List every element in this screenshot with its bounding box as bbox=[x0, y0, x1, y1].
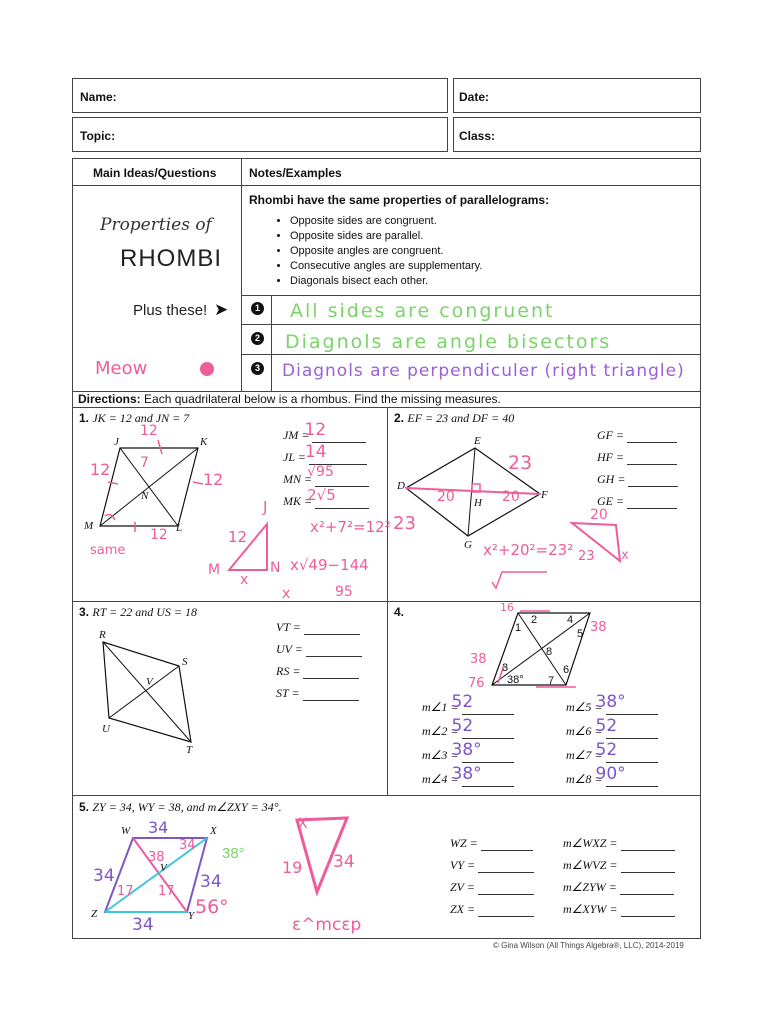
p4-angle-5: 5 bbox=[577, 628, 584, 640]
p4-angle-4: 4 bbox=[567, 614, 574, 626]
name-label: Name: bbox=[80, 90, 117, 104]
p5-eq-label: VY = bbox=[450, 858, 476, 872]
directions bbox=[78, 392, 501, 406]
p5-note-34-right: 34 bbox=[200, 872, 222, 892]
p2-eq-label: HF = bbox=[597, 450, 625, 464]
p1-note-right: 12 bbox=[203, 470, 224, 489]
name-field[interactable] bbox=[72, 78, 448, 113]
p1-note-same: same bbox=[90, 543, 126, 558]
p1-tri-N: N bbox=[270, 560, 281, 576]
property-item: • Consecutive angles are supplementary. bbox=[290, 259, 482, 274]
p5-answer-blank[interactable] bbox=[478, 882, 534, 895]
date-label: Date: bbox=[459, 90, 490, 104]
p2-rhombus-figure bbox=[400, 440, 560, 550]
p5-note-17a: 17 bbox=[117, 884, 134, 899]
p5-note-38: 38 bbox=[148, 850, 165, 865]
p4-angle-6: 6 bbox=[563, 664, 570, 676]
p2-equation: x²+20²=23² bbox=[483, 541, 574, 559]
p5-eq-label: ZV = bbox=[450, 880, 475, 894]
p4-eq-label: m∠3 = bbox=[422, 748, 459, 762]
p2-answer-blank[interactable] bbox=[627, 452, 677, 465]
p4-eq-7 bbox=[566, 740, 658, 763]
p3-answer-blank[interactable] bbox=[303, 688, 359, 701]
p5-note-34-top: 34 bbox=[148, 818, 169, 837]
problem-row-divider-2 bbox=[72, 795, 701, 796]
topic-label: Topic: bbox=[80, 129, 116, 143]
p2-given: EF = 23 and DF = 40 bbox=[407, 411, 515, 425]
p3-eq-1 bbox=[276, 620, 360, 635]
p4-answer: 52 bbox=[595, 740, 618, 760]
extra-num-1: 1 bbox=[251, 302, 264, 315]
p4-eq-label: m∠5 = bbox=[566, 700, 603, 714]
directions-label: Directions: bbox=[78, 392, 141, 406]
col-left-heading: Main Ideas/Questions bbox=[93, 166, 217, 180]
p5-eq-4 bbox=[450, 902, 534, 917]
arrow-icon: ➤ bbox=[214, 300, 229, 319]
p4-num: 4. bbox=[394, 605, 405, 619]
p5-tri-34: 34 bbox=[333, 852, 355, 872]
p2-eq-2 bbox=[597, 450, 677, 465]
vertex-D: D bbox=[397, 480, 405, 492]
p4-answer: 38° bbox=[451, 764, 482, 784]
p1-eq-4 bbox=[283, 486, 369, 509]
p4-angle-8: 8 bbox=[546, 646, 553, 658]
p1-eq-label: JL = bbox=[283, 450, 306, 464]
p1-tri-12: 12 bbox=[228, 528, 248, 546]
p3-num: 3. bbox=[79, 605, 90, 619]
p3-eq-4 bbox=[276, 686, 359, 701]
p5-num: 5. bbox=[79, 800, 90, 814]
p1-note-7: 7 bbox=[140, 455, 149, 471]
p3-answer-blank[interactable] bbox=[304, 622, 360, 635]
p3-eq-2 bbox=[276, 642, 362, 657]
vertex-U: U bbox=[102, 723, 110, 735]
p4-eq-label: m∠1 = bbox=[422, 700, 459, 714]
p5-eq-label: ZX = bbox=[450, 902, 476, 916]
p3-rhombus-figure bbox=[95, 630, 205, 760]
p5-given: ZY = 34, WY = 38, and m∠ZXY = 34°. bbox=[92, 800, 282, 814]
p1-eq-label: MN = bbox=[283, 472, 313, 486]
p1-answer: √95 bbox=[307, 464, 334, 480]
p2-note-20a: 20 bbox=[437, 489, 455, 505]
extra-text-1: All sides are congruent bbox=[290, 300, 555, 322]
p4-eq-label: m∠8 = bbox=[566, 772, 603, 786]
vertex-W: W bbox=[121, 825, 131, 837]
p2-tri-20: 20 bbox=[590, 507, 608, 523]
p4-eq-label: m∠2 = bbox=[422, 724, 459, 738]
vertex-F: F bbox=[541, 489, 548, 501]
p5-answer-blank[interactable] bbox=[478, 904, 534, 917]
p5-answer-blank[interactable] bbox=[621, 860, 675, 873]
p4-note-38b: 38 bbox=[590, 620, 607, 635]
p5-eq-2 bbox=[450, 858, 534, 873]
p1-diagonal-mk bbox=[100, 448, 198, 526]
p5-eq-label: m∠WXZ = bbox=[563, 836, 618, 850]
p4-answer: 38° bbox=[451, 740, 482, 760]
p2-diagonal-df bbox=[406, 488, 540, 494]
p2-note-23b: 23 bbox=[393, 513, 416, 534]
p5-tri-19: 19 bbox=[282, 858, 303, 877]
p3-eq-label: RS = bbox=[276, 664, 301, 678]
vertex-Z: Z bbox=[91, 908, 98, 920]
p5-eq-label: WZ = bbox=[450, 836, 478, 850]
p5-eq-3 bbox=[450, 880, 534, 895]
extra-rows-line2 bbox=[241, 324, 701, 325]
extra-num-divider bbox=[271, 295, 272, 391]
p5-answer-blank[interactable] bbox=[621, 838, 675, 851]
p5-header bbox=[79, 800, 282, 815]
vertex-N: N bbox=[141, 490, 149, 502]
problem-row-divider-1 bbox=[72, 601, 701, 602]
p2-eq-1 bbox=[597, 428, 677, 443]
p2-eq-3 bbox=[597, 472, 678, 487]
p5-tri-X: X bbox=[298, 816, 308, 832]
p4-header bbox=[394, 605, 404, 619]
p1-x: x bbox=[282, 586, 291, 602]
p4-eq-6 bbox=[566, 716, 658, 739]
p1-eq-2 bbox=[283, 442, 367, 465]
p3-eq-label: UV = bbox=[276, 642, 303, 656]
p3-diagonal-rt bbox=[103, 642, 191, 742]
p5-note-56deg: 56° bbox=[195, 896, 229, 918]
class-field[interactable] bbox=[453, 117, 701, 152]
p4-eq-8 bbox=[566, 764, 658, 787]
p2-sqrt bbox=[490, 570, 550, 590]
vertex-L: L bbox=[176, 522, 183, 534]
p1-given: JK = 12 and JN = 7 bbox=[92, 411, 190, 425]
vertex-E: E bbox=[474, 435, 481, 447]
p4-eq-5 bbox=[566, 692, 658, 715]
p4-angle-3: 3 bbox=[502, 662, 509, 674]
p3-header bbox=[79, 605, 197, 620]
p3-diagonal-us bbox=[109, 666, 179, 718]
p2-tri-x: x bbox=[621, 548, 629, 563]
topic-field[interactable] bbox=[72, 117, 448, 152]
p5-eq-6 bbox=[563, 858, 675, 873]
extra-text-2: Diagnols are angle bisectors bbox=[285, 331, 612, 353]
title-main: RHOMBI bbox=[120, 245, 222, 272]
p5-note-mcep: ε^mcεp bbox=[292, 915, 362, 935]
p5-answer-blank[interactable] bbox=[481, 838, 533, 851]
p4-eq-1 bbox=[422, 692, 514, 715]
p3-given: RT = 22 and US = 18 bbox=[92, 605, 198, 619]
p5-answer-blank[interactable] bbox=[621, 904, 675, 917]
p4-angle-38: 38° bbox=[507, 674, 524, 686]
p1-eq-3 bbox=[283, 464, 369, 487]
extra-num-3: 3 bbox=[251, 362, 264, 375]
directions-text: Each quadrilateral below is a rhombus. Find the missing measures. bbox=[144, 392, 501, 406]
header-divider bbox=[72, 185, 701, 186]
p5-eq-label: m∠XYW = bbox=[563, 902, 618, 916]
p4-eq-label: m∠7 = bbox=[566, 748, 603, 762]
p4-eq-4 bbox=[422, 764, 514, 787]
p3-answer-blank[interactable] bbox=[306, 644, 362, 657]
p2-tri-23: 23 bbox=[578, 549, 595, 564]
p1-95: 95 bbox=[335, 584, 353, 600]
p4-eq-label: m∠6 = bbox=[566, 724, 603, 738]
p5-eq-label: m∠WVZ = bbox=[563, 858, 618, 872]
p5-answer-blank[interactable] bbox=[620, 882, 674, 895]
property-item: • Opposite angles are congruent. bbox=[290, 244, 482, 259]
vertex-X: X bbox=[210, 825, 217, 837]
p2-note-20b: 20 bbox=[502, 489, 520, 505]
p5-eq-1 bbox=[450, 836, 533, 851]
extra-rows-top bbox=[241, 295, 701, 296]
meow-note: Meow bbox=[95, 358, 148, 379]
vertex-K: K bbox=[200, 436, 208, 448]
p5-eq-7 bbox=[563, 880, 674, 895]
vertex-G: G bbox=[464, 539, 472, 551]
p1-equation: x²+7²=12² bbox=[310, 518, 391, 536]
p5-note-17b: 17 bbox=[158, 884, 175, 899]
p4-diagonal-a bbox=[518, 613, 566, 685]
p2-num: 2. bbox=[394, 411, 405, 425]
p4-eq-3 bbox=[422, 740, 514, 763]
property-item: • Diagonals bisect each other. bbox=[290, 274, 482, 289]
p1-answer: 2√5 bbox=[307, 486, 336, 504]
vertex-V: V bbox=[146, 676, 153, 688]
p2-eq-label: GH = bbox=[597, 472, 626, 486]
p2-answer-blank[interactable] bbox=[628, 474, 678, 487]
p1-note-top: 12 bbox=[140, 423, 158, 439]
title-script: Properties of bbox=[100, 215, 212, 235]
p3-eq-label: ST = bbox=[276, 686, 300, 700]
vertex-J: J bbox=[114, 436, 119, 448]
vertex-R: R bbox=[99, 629, 106, 641]
vertex-V: V bbox=[160, 862, 167, 874]
property-list bbox=[254, 214, 482, 289]
p1-num: 1. bbox=[79, 411, 90, 425]
p4-eq-2 bbox=[422, 716, 514, 739]
p3-answer-blank[interactable] bbox=[303, 666, 359, 679]
p1-eq-1 bbox=[283, 420, 366, 443]
p4-answer: 52 bbox=[595, 716, 618, 736]
p1-eq-label: MK = bbox=[283, 494, 313, 508]
p1-header bbox=[79, 411, 189, 426]
extra-num-2: 2 bbox=[251, 332, 264, 345]
vertex-Y: Y bbox=[188, 910, 195, 922]
vertex-H: H bbox=[474, 497, 482, 509]
p2-eq-4 bbox=[597, 494, 677, 509]
notes-heading: Rhombi have the same properties of parallelograms: bbox=[249, 193, 550, 207]
p1-note-left: 12 bbox=[90, 460, 111, 479]
p5-eq-5 bbox=[563, 836, 675, 851]
p2-answer-blank[interactable] bbox=[627, 430, 677, 443]
p2-eq-label: GE = bbox=[597, 494, 625, 508]
p5-note-34-bottom: 34 bbox=[132, 915, 154, 935]
p4-angle-7: 7 bbox=[548, 675, 555, 687]
pink-dot-icon bbox=[200, 362, 214, 376]
p5-eq-label: m∠ZYW = bbox=[563, 880, 617, 894]
p3-eq-label: VT = bbox=[276, 620, 301, 634]
p4-answer: 90° bbox=[595, 764, 626, 784]
p5-note-34-left: 34 bbox=[93, 866, 115, 886]
p4-eq-label: m∠4 = bbox=[422, 772, 459, 786]
plus-these: Plus these! bbox=[133, 302, 208, 319]
p4-note-16: 16 bbox=[500, 601, 514, 614]
vertex-M: M bbox=[84, 520, 94, 532]
column-divider bbox=[241, 158, 242, 391]
p3-eq-3 bbox=[276, 664, 359, 679]
p1-sqrt-work: x√49−144 bbox=[290, 556, 369, 574]
class-label: Class: bbox=[459, 129, 496, 143]
p4-angle-2: 2 bbox=[531, 614, 538, 626]
p5-answer-blank[interactable] bbox=[478, 860, 534, 873]
property-item: • Opposite sides are congruent. bbox=[290, 214, 482, 229]
extra-rows-line3 bbox=[241, 354, 701, 355]
p4-answer: 52 bbox=[451, 692, 474, 712]
vertex-T: T bbox=[186, 744, 193, 756]
copyright: © Gina Wilson (All Things Algebra®, LLC), 2014-2019 bbox=[493, 941, 684, 950]
p5-note-34-x: 34 bbox=[179, 838, 196, 853]
p1-tri-x: x bbox=[240, 572, 249, 588]
p2-header bbox=[394, 411, 514, 426]
p2-note-23: 23 bbox=[508, 452, 533, 474]
p2-answer-blank[interactable] bbox=[627, 496, 677, 509]
p4-note-76: 76 bbox=[468, 676, 485, 691]
p4-angle-1: 1 bbox=[515, 622, 522, 634]
p1-eq-label: JM = bbox=[283, 428, 310, 442]
p4-rhombus-figure bbox=[480, 605, 600, 695]
p4-answer: 52 bbox=[451, 716, 474, 736]
p1-answer: 12 bbox=[304, 420, 327, 440]
p1-tri-M: M bbox=[208, 562, 221, 578]
p1-note-bottom: 12 bbox=[150, 527, 168, 543]
p1-answer: 14 bbox=[304, 442, 327, 462]
p5-note-38deg: 38° bbox=[222, 845, 245, 862]
vertex-S: S bbox=[182, 656, 188, 668]
p2-eq-label: GF = bbox=[597, 428, 625, 442]
p4-note-38a: 38 bbox=[470, 652, 487, 667]
p5-eq-8 bbox=[563, 902, 675, 917]
extra-text-3: Diagnols are perpendiculer (right triangle) bbox=[282, 361, 685, 381]
p4-answer: 38° bbox=[595, 692, 626, 712]
property-item: • Opposite sides are parallel. bbox=[290, 229, 482, 244]
date-field[interactable] bbox=[453, 78, 701, 113]
p1-tri-J: J bbox=[263, 498, 268, 516]
col-right-heading: Notes/Examples bbox=[249, 166, 342, 180]
